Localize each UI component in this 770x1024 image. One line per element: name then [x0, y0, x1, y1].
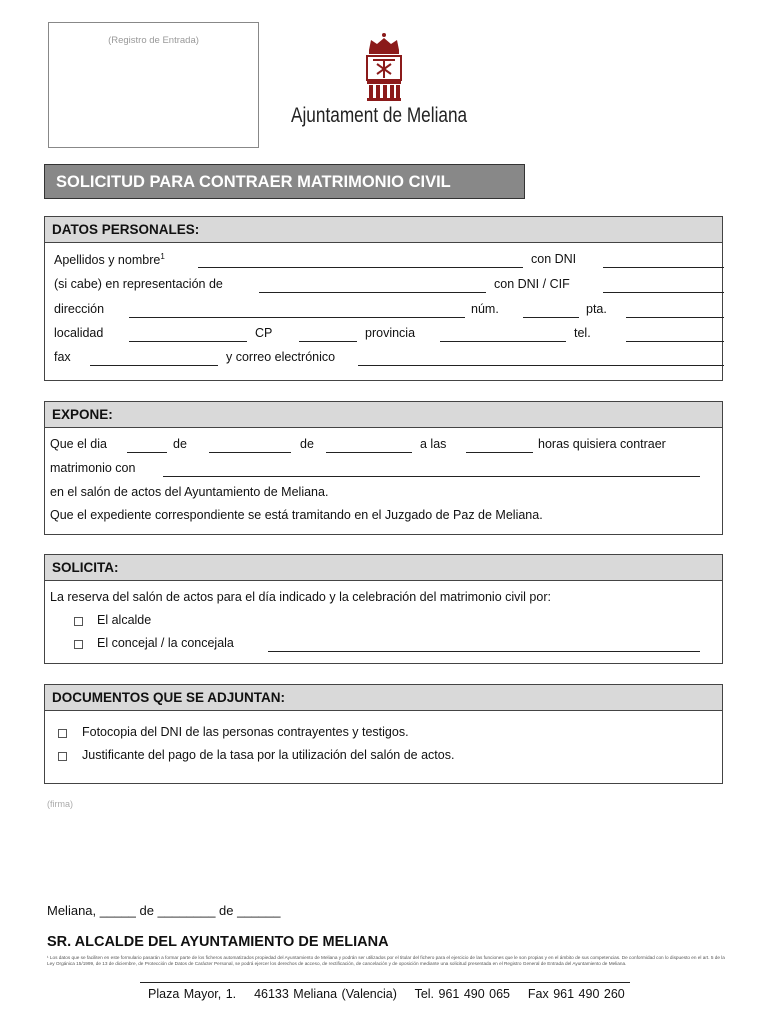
form-title: SOLICITUD PARA CONTRAER MATRIMONIO CIVIL: [44, 164, 525, 199]
provincia-field[interactable]: [440, 341, 566, 342]
tel-label: tel.: [574, 326, 591, 340]
expone-heading: EXPONE:: [45, 402, 722, 428]
coat-of-arms-logo-icon: [355, 30, 413, 102]
municipality-name: Ajuntament de Meliana: [291, 104, 468, 127]
de-label-1: de: [173, 437, 187, 451]
direccion-label: dirección: [54, 302, 105, 316]
addressee: SR. ALCALDE DEL AYUNTAMIENTO DE MELIANA: [47, 934, 389, 950]
pta-field[interactable]: [626, 317, 724, 318]
documento-item-2: Justificante del pago de la tasa por la utilización del salón de actos.: [82, 748, 455, 762]
con-dni-cif-label: con DNI / CIF: [494, 277, 570, 291]
fax-field[interactable]: [90, 365, 218, 366]
hora-field[interactable]: [466, 452, 533, 453]
representacion-field[interactable]: [259, 292, 486, 293]
horas-label: horas quisiera contraer: [538, 437, 666, 451]
expone-section: [44, 401, 723, 535]
anyo-field[interactable]: [326, 452, 412, 453]
solicita-section: [44, 554, 723, 664]
reserva-text: La reserva del salón de actos para el día indicado y la celebración del matrimonio civil por:: [50, 590, 551, 604]
alcalde-option-label: El alcalde: [97, 613, 152, 627]
a-las-label: a las: [420, 437, 447, 451]
dni-cif-field[interactable]: [603, 292, 724, 293]
con-dni-label: con DNI: [531, 252, 577, 266]
documentos-heading: DOCUMENTOS QUE SE ADJUNTAN:: [45, 685, 722, 711]
documento-item-1: Fotocopia del DNI de las personas contrayentes y testigos.: [82, 725, 409, 739]
datos-heading: DATOS PERSONALES:: [45, 217, 722, 243]
datos-personales-section: [44, 216, 723, 381]
firma-label: (firma): [47, 799, 73, 809]
footer-tel: Tel. 961 490 065: [414, 987, 511, 1001]
footer-address: [148, 987, 625, 1001]
expediente-text: Que el expediente correspondiente se está tramitando en el Juzgado de Paz de Meliana.: [50, 508, 543, 522]
footer-fax: Fax 961 490 260: [527, 987, 625, 1001]
localidad-label: localidad: [54, 326, 104, 340]
solicita-heading: SOLICITA:: [45, 555, 722, 581]
representacion-label: (si cabe) en representación de: [54, 277, 223, 291]
de-label-2: de: [300, 437, 314, 451]
concejal-checkbox[interactable]: [74, 640, 83, 649]
cp-label: CP: [255, 326, 273, 340]
localidad-field[interactable]: [129, 341, 247, 342]
email-field[interactable]: [358, 365, 724, 366]
date-line[interactable]: Meliana, _____ de ________ de ______: [47, 903, 281, 918]
tasa-checkbox[interactable]: [58, 752, 67, 761]
footer-street: Plaza Mayor, 1.: [148, 987, 237, 1001]
alcalde-checkbox[interactable]: [74, 617, 83, 626]
salon-text: en el salón de actos del Ayuntamiento de Meliana.: [50, 485, 329, 499]
concejal-option-label: El concejal / la concejala: [97, 636, 234, 650]
pta-label: pta.: [586, 302, 607, 316]
num-field[interactable]: [523, 317, 579, 318]
mes-field[interactable]: [209, 452, 291, 453]
dia-field[interactable]: [127, 452, 167, 453]
contrayente-field[interactable]: [163, 476, 700, 477]
apellidos-field[interactable]: [198, 267, 523, 268]
registro-label: (Registro de Entrada): [108, 35, 199, 46]
matrimonio-con-label: matrimonio con: [50, 461, 136, 475]
footnote-text: ¹ Los datos que se faciliten en este formulario pasarán a formar parte de los ficheros automatizados propiedad del Ayuntamiento de Meliana y podrán ser utilizados por el titular del fichero para el ejercicio de las funciones que le son propias y en el ámbito de sus competencias. De conformidad con lo dispuesto en el art. 5 de la Ley Orgánica 15/1999, de 13 de diciembre, de Protección de Datos de Carácter Personal, se podrá ejercer los derechos de acceso, de rectificación, de cancelación y de oposición mediante una solicitud presentada en el Registro General de Entrada del Ayuntamiento de Meliana.: [47, 955, 725, 966]
footer-postal: 46133 Meliana (Valencia): [254, 987, 397, 1001]
dni-copy-checkbox[interactable]: [58, 729, 67, 738]
provincia-label: provincia: [365, 326, 416, 340]
tel-field[interactable]: [626, 341, 724, 342]
footer-divider: [140, 982, 630, 983]
que-el-dia-label: Que el dia: [50, 437, 107, 451]
dni-field[interactable]: [603, 267, 724, 268]
num-label: núm.: [471, 302, 499, 316]
fax-label: fax: [54, 350, 71, 364]
correo-label: y correo electrónico: [226, 350, 336, 364]
direccion-field[interactable]: [129, 317, 465, 318]
concejal-name-field[interactable]: [268, 651, 700, 652]
documentos-section: [44, 684, 723, 784]
registro-entrada-box: [48, 22, 259, 148]
cp-field[interactable]: [299, 341, 357, 342]
apellidos-label: Apellidos y nombre$^1$: [54, 252, 165, 268]
